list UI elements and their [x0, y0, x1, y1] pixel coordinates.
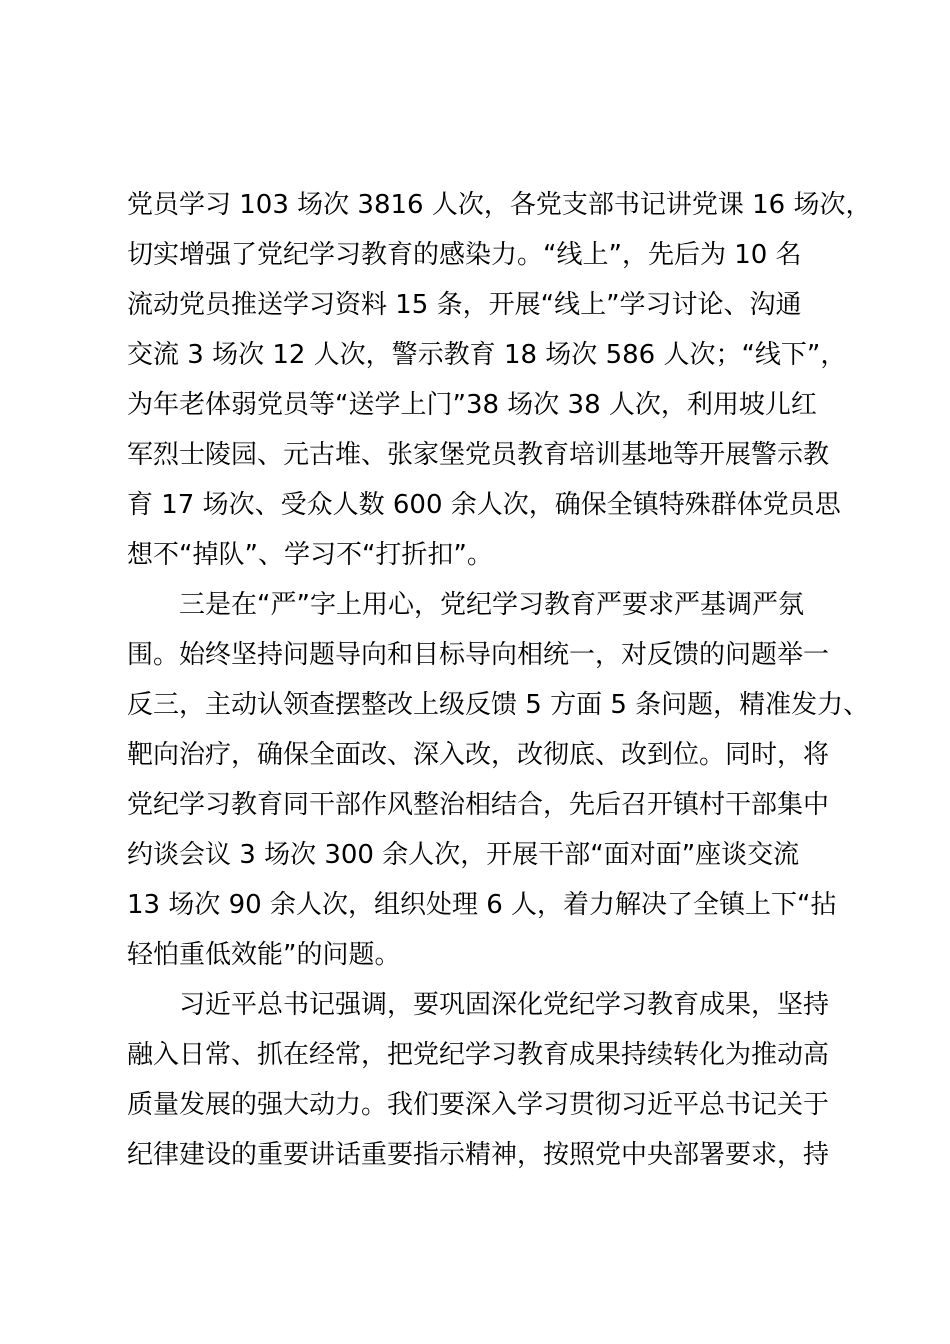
- text-line: 流动党员推送学习资料 15 条，开展“线上”学习讨论、沟通: [127, 290, 802, 320]
- text-line: 融入日常、抓在经常，把党纪学习教育成果持续转化为推动高: [127, 1040, 830, 1070]
- text-line: 想不“掉队”、学习不“打折扣”。: [127, 540, 493, 570]
- text-line: 育 17 场次、受众人数 600 余人次，确保全镇特殊群体党员思: [127, 490, 841, 520]
- text-line: 反三，主动认领查摆整改上级反馈 5 方面 5 条问题，精准发力、: [127, 690, 870, 720]
- text-line: 三是在“严”字上用心，党纪学习教育严要求严基调严氛: [179, 590, 804, 620]
- text-line: 质量发展的强大动力。我们要深入学习贯彻习近平总书记关于: [127, 1090, 830, 1120]
- text-line: 为年老体弱党员等“送学上门”38 场次 38 人次，利用坡儿红: [127, 390, 817, 420]
- paragraph-2: [127, 580, 870, 980]
- text-line: 纪律建设的重要讲话重要指示精神，按照党中央部署要求，持: [127, 1140, 830, 1170]
- body-text: [127, 180, 872, 1180]
- text-line: 13 场次 90 余人次，组织处理 6 人，着力解决了全镇上下“拈: [127, 890, 837, 920]
- text-line: 围。始终坚持问题导向和目标导向相统一，对反馈的问题举一: [127, 640, 830, 670]
- text-line: 党员学习 103 场次 3816 人次，各党支部书记讲党课 16 场次，: [127, 190, 872, 220]
- text-line: 习近平总书记强调，要巩固深化党纪学习教育成果，坚持: [179, 990, 830, 1020]
- text-line: 党纪学习教育同干部作风整治相结合，先后召开镇村干部集中: [127, 790, 830, 820]
- text-line: 切实增强了党纪学习教育的感染力。“线上”，先后为 10 名: [127, 240, 802, 270]
- paragraph-1: [127, 180, 872, 580]
- text-line: 轻怕重低效能”的问题。: [127, 940, 401, 970]
- text-line: 约谈会议 3 场次 300 余人次，开展干部“面对面”座谈交流: [127, 840, 800, 870]
- text-line: 军烈士陵园、元古堆、张家堡党员教育培训基地等开展警示教: [127, 440, 830, 470]
- text-line: 靶向治疗，确保全面改、深入改，改彻底、改到位。同时，将: [127, 740, 830, 770]
- text-line: 交流 3 场次 12 人次，警示教育 18 场次 586 人次；“线下”，: [127, 340, 847, 370]
- paragraph-3: [127, 980, 847, 1180]
